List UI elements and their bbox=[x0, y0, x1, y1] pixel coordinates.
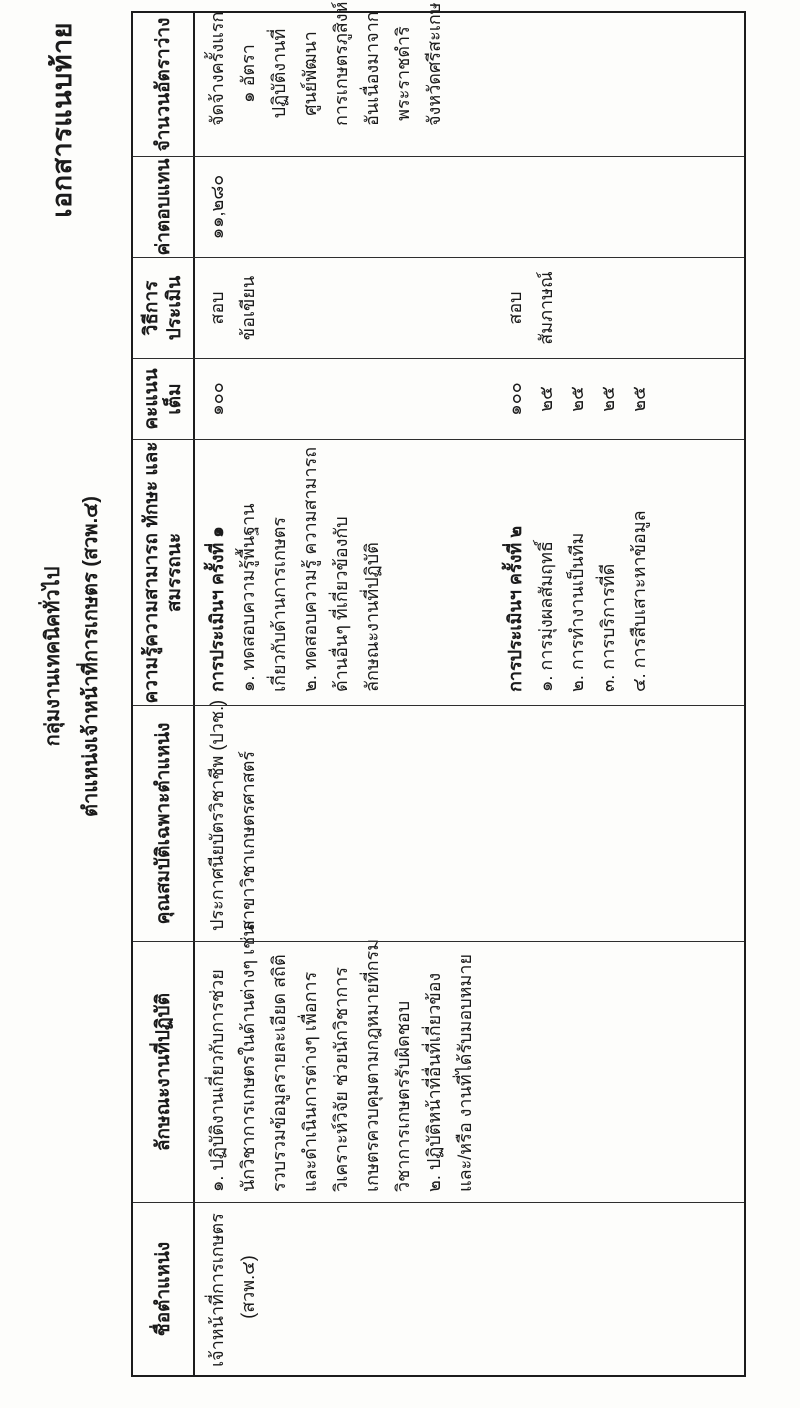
score-item: ๒๕ bbox=[629, 386, 649, 412]
header-knowledge bbox=[133, 440, 195, 705]
cell-knowledge bbox=[195, 440, 744, 705]
cell-score bbox=[195, 359, 744, 439]
col-position-name bbox=[133, 1203, 744, 1375]
text-line: วิเคราะห์วิจัย ช่วยนักวิชาการ bbox=[331, 967, 351, 1192]
header-compensation bbox=[133, 157, 195, 257]
header-text: ลักษณะงานที่ปฏิบัติ bbox=[152, 992, 174, 1152]
text-line: เกษตรควบคุมตามกฎหมายที่กรม bbox=[362, 938, 382, 1192]
score-item: ๒๕ bbox=[598, 386, 618, 412]
header-text: ชื่อตำแหน่ง bbox=[152, 1241, 174, 1337]
text-line: และดำเนินการต่างๆ เพื่อการ bbox=[300, 971, 320, 1192]
col-vacancies bbox=[133, 1, 744, 157]
text-line: ๑. ปฏิบัติงานเกี่ยวกับการช่วย bbox=[207, 969, 227, 1192]
text-line: ประกาศนียบัตรวิชาชีพ (ปวช.) bbox=[207, 699, 227, 931]
text-line: จัดจ้างครั้งแรก bbox=[207, 11, 227, 126]
method-exam2-block bbox=[500, 258, 562, 358]
text-line: ศูนย์พัฒนา bbox=[300, 31, 320, 116]
attachment-corner-label: เอกสารแนบท้าย bbox=[47, 22, 77, 218]
text-line: วิชาการเกษตรรับผิดชอบ bbox=[393, 1000, 413, 1192]
text-line: ๔. การสืบเสาะหาข้อมูล bbox=[629, 510, 649, 692]
header-vacancies bbox=[133, 13, 195, 156]
evaluation-2-heading: การประเมินฯ ครั้งที่ ๒ bbox=[505, 525, 525, 692]
score-exam1-total: ๑๐๐ bbox=[207, 382, 227, 416]
header-duties bbox=[133, 942, 195, 1202]
cell-duties bbox=[195, 924, 744, 1202]
score-item: ๒๕ bbox=[536, 386, 556, 412]
position-title: ตำแหน่งเจ้าหน้าที่การเกษตร (สวพ.๔) bbox=[80, 496, 102, 817]
text-line: พระราชดำริ bbox=[393, 26, 413, 121]
text-line: ๓. การบริการที่ดี bbox=[598, 563, 618, 692]
text-line: จังหวัดศรีสะเกษ bbox=[424, 2, 444, 126]
score-exam2-total: ๑๐๐ bbox=[505, 382, 525, 416]
cell-compensation bbox=[195, 157, 744, 257]
text-line: ๒. ปฏิบัติหน้าที่อื่นที่เกี่ยวข้อง bbox=[424, 972, 444, 1192]
group-title: กลุ่มงานเทคนิคทั่วไป bbox=[42, 566, 64, 747]
header-text: วิธีการ bbox=[141, 280, 162, 336]
col-score bbox=[133, 359, 744, 440]
text-line: ปฏิบัติงานที่ bbox=[269, 28, 289, 119]
header-score bbox=[133, 359, 195, 439]
method-exam1: สอบ bbox=[207, 291, 227, 325]
cell-position-name bbox=[195, 1203, 744, 1375]
text-line: (สวพ.๔) bbox=[238, 1255, 258, 1319]
text-line: ด้านอื่นๆ ที่เกี่ยวข้องกับ bbox=[331, 516, 351, 692]
text-line: เจ้าหน้าที่การเกษตร bbox=[207, 1213, 227, 1367]
text-line: ๒. ทดสอบความรู้ ความสามารถ bbox=[300, 446, 320, 692]
text-line: เกี่ยวกับด้านการเกษตร bbox=[269, 516, 289, 692]
method-exam2: สัมภาษณ์ bbox=[536, 271, 556, 345]
header-text: เต็ม bbox=[164, 383, 185, 415]
col-qualifications bbox=[133, 699, 744, 942]
compensation-amount: ๑๑,๒๘๐ bbox=[207, 174, 227, 240]
header-text: คะแนน bbox=[141, 368, 162, 430]
header-text: จำนวนอัตราว่าง bbox=[152, 17, 174, 152]
text-line: ลักษณะงานที่ปฏิบัติ bbox=[362, 542, 382, 692]
col-method bbox=[133, 258, 744, 359]
header-position-name bbox=[133, 1203, 195, 1375]
cell-vacancies bbox=[195, 1, 744, 156]
text-line: และ/หรือ งานที่ได้รับมอบหมาย bbox=[455, 953, 475, 1192]
text-line: รวบรวมข้อมูลรายละเอียด สถิติ bbox=[269, 954, 289, 1192]
text-line: ๑. ทดสอบความรู้พื้นฐาน bbox=[238, 503, 258, 692]
header-text: คุณสมบัติเฉพาะตำแหน่ง bbox=[152, 722, 174, 925]
header-text: ประเมิน bbox=[164, 275, 185, 341]
cell-method bbox=[195, 258, 744, 358]
page-title-block bbox=[34, 0, 110, 1408]
score-item: ๒๕ bbox=[567, 386, 587, 412]
col-compensation bbox=[133, 157, 744, 258]
col-knowledge bbox=[133, 440, 744, 706]
text-line: ๒. การทำงานเป็นทีม bbox=[567, 532, 587, 692]
positions-table bbox=[131, 1, 746, 1377]
header-qualifications bbox=[133, 706, 195, 941]
evaluation-2-block bbox=[500, 444, 655, 692]
text-line: นักวิชาการเกษตรในด้านต่างๆ เช่น bbox=[238, 924, 258, 1192]
text-line: อันเนื่องมาจาก bbox=[362, 11, 382, 126]
cell-qualifications bbox=[195, 699, 744, 941]
text-line: ๑. การมุ่งผลสัมฤทธิ์ bbox=[536, 541, 556, 692]
text-line: ๑ อัตรา bbox=[238, 44, 258, 103]
header-text: ความรู้ความสามารถ ทักษะ และ bbox=[141, 441, 162, 704]
header-text: สมรรถนะ bbox=[164, 532, 185, 613]
header-method bbox=[133, 258, 195, 358]
header-text: ค่าตอบแทน bbox=[152, 158, 174, 256]
col-duties bbox=[133, 924, 744, 1203]
evaluation-1-heading: การประเมินฯ ครั้งที่ ๑ bbox=[207, 526, 227, 692]
score-exam2-block bbox=[500, 359, 655, 439]
text-line: สาขาวิชาเกษตรศาสตร์ bbox=[238, 750, 258, 931]
text-line: การเกษตรภูสิงห์ bbox=[331, 1, 351, 126]
method-exam2: สอบ bbox=[505, 291, 525, 325]
method-exam1: ข้อเขียน bbox=[238, 275, 258, 341]
